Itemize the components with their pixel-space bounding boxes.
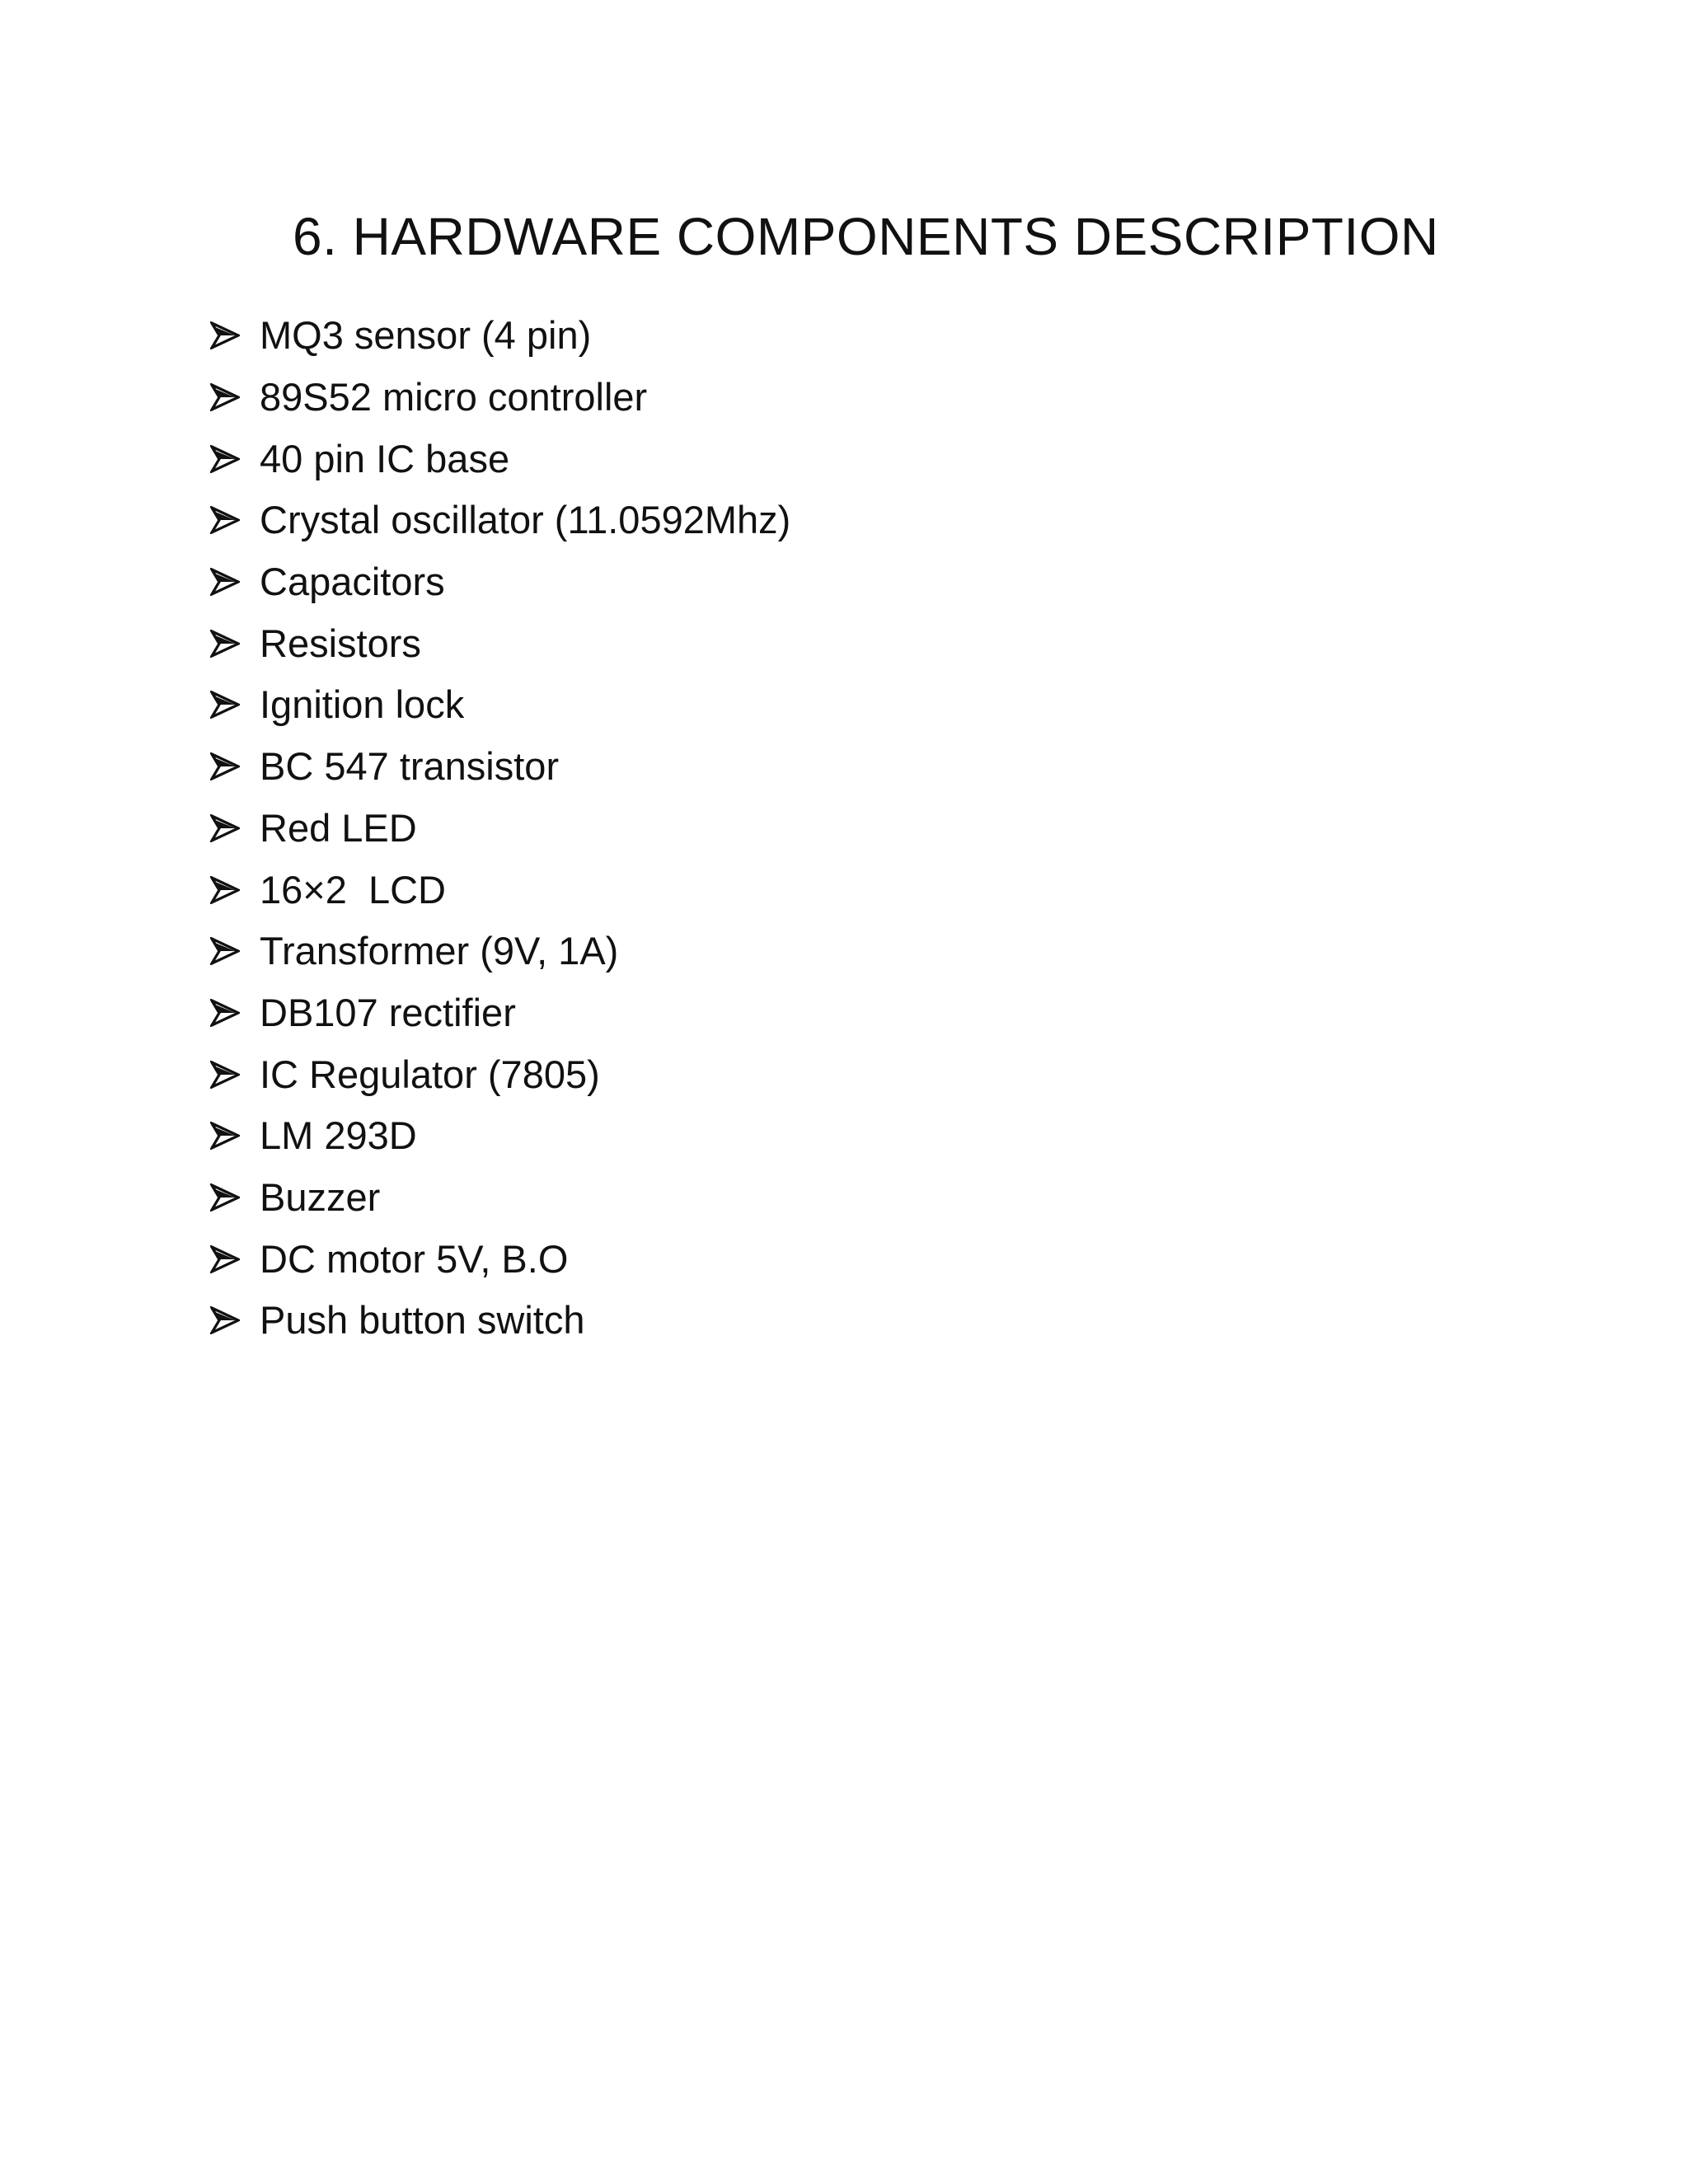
- list-item: [210, 551, 790, 613]
- component-label: Ignition lock: [260, 682, 465, 727]
- component-label: Transformer (9V, 1A): [260, 929, 619, 973]
- arrowhead-bullet-icon: [210, 874, 260, 907]
- arrowhead-bullet-icon: [210, 319, 260, 352]
- arrowhead-bullet-icon: [210, 1058, 260, 1091]
- component-label: Buzzer: [260, 1174, 381, 1219]
- hardware-component-list: [210, 305, 790, 1352]
- list-item: [210, 859, 790, 921]
- list-item: [210, 367, 790, 429]
- arrowhead-bullet-icon: [210, 996, 260, 1029]
- component-label: Capacitors: [260, 560, 445, 604]
- list-item: [210, 612, 790, 674]
- component-label: Crystal oscillator (11.0592Mhz): [260, 498, 791, 542]
- arrowhead-bullet-icon: [210, 935, 260, 968]
- arrowhead-bullet-icon: [210, 381, 260, 414]
- arrowhead-bullet-icon: [210, 504, 260, 537]
- component-label: 89S52 micro controller: [260, 375, 648, 419]
- arrowhead-bullet-icon: [210, 688, 260, 721]
- component-label: 16×2 LCD: [260, 867, 447, 912]
- arrowhead-bullet-icon: [210, 627, 260, 660]
- list-item: [210, 921, 790, 982]
- list-item: [210, 1105, 790, 1167]
- list-item: [210, 982, 790, 1044]
- list-item: [210, 428, 790, 490]
- arrowhead-bullet-icon: [210, 1243, 260, 1276]
- component-label: MQ3 sensor (4 pin): [260, 313, 592, 358]
- list-item: [210, 305, 790, 367]
- list-item: [210, 1290, 790, 1352]
- arrowhead-bullet-icon: [210, 1181, 260, 1214]
- component-label: 40 pin IC base: [260, 436, 510, 480]
- arrowhead-bullet-icon: [210, 443, 260, 476]
- component-label: LM 293D: [260, 1113, 417, 1158]
- component-label: DB107 rectifier: [260, 990, 516, 1034]
- arrowhead-bullet-icon: [210, 565, 260, 598]
- arrowhead-bullet-icon: [210, 1119, 260, 1152]
- section-heading: 6. HARDWARE COMPONENTS DESCRIPTION: [293, 207, 1439, 266]
- list-item: [210, 1043, 790, 1105]
- arrowhead-bullet-icon: [210, 750, 260, 783]
- list-item: [210, 674, 790, 736]
- component-label: BC 547 transistor: [260, 744, 560, 789]
- list-item: [210, 490, 790, 551]
- component-label: Red LED: [260, 805, 417, 850]
- component-label: Resistors: [260, 621, 421, 665]
- list-item: [210, 1167, 790, 1229]
- list-item: [210, 736, 790, 798]
- component-label: IC Regulator (7805): [260, 1052, 600, 1096]
- list-item: [210, 798, 790, 860]
- component-label: DC motor 5V, B.O: [260, 1236, 569, 1281]
- arrowhead-bullet-icon: [210, 812, 260, 845]
- arrowhead-bullet-icon: [210, 1304, 260, 1337]
- list-item: [210, 1228, 790, 1290]
- component-label: Push button switch: [260, 1298, 585, 1343]
